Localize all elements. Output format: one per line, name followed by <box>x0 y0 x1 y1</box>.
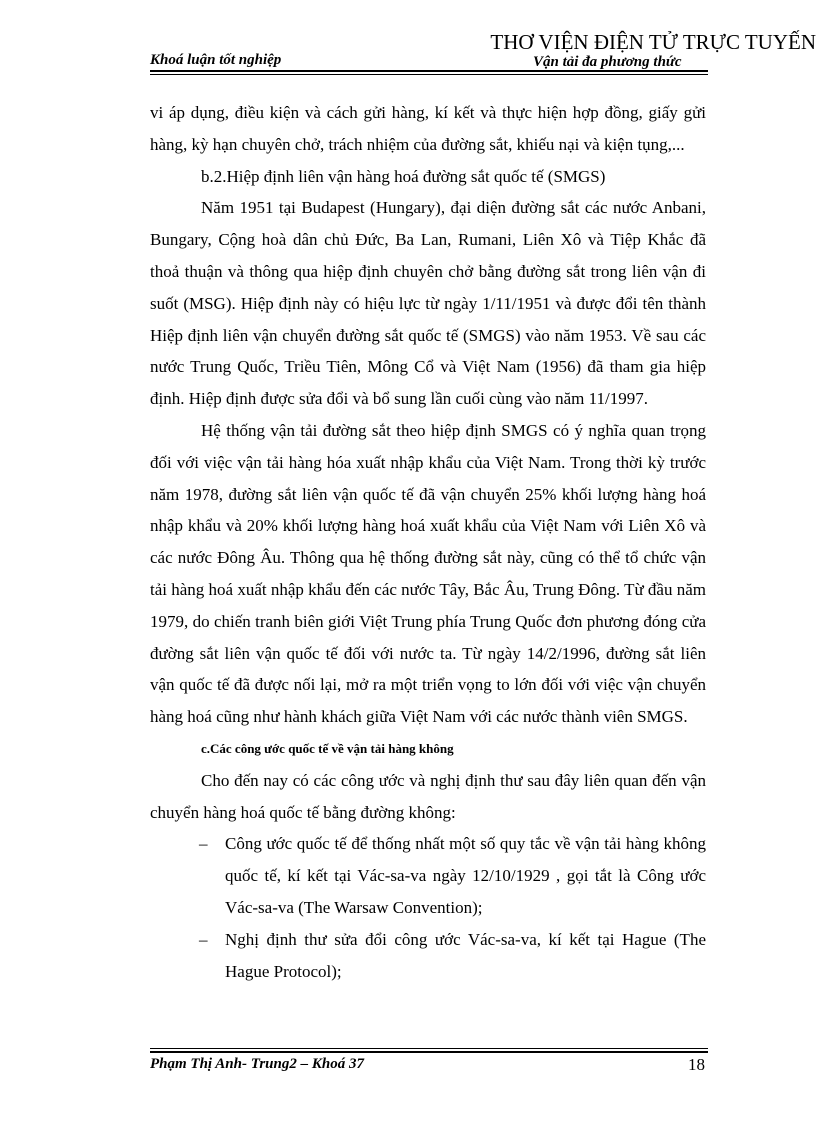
header-topic: Vận tải đa phương thức <box>533 54 682 70</box>
list-item-text: Nghị định thư sửa đổi công ước Vác-sa-va, kí kết tại Hague (The Hague Protocol); <box>225 929 706 981</box>
list-item <box>199 924 706 988</box>
convention-list <box>150 828 706 987</box>
header-divider-thin <box>150 74 708 75</box>
list-item <box>199 828 706 923</box>
header-document-type: Khoá luận tốt nghiệp <box>150 52 282 68</box>
footer-divider-thick <box>150 1051 708 1053</box>
paragraph-continuation: vi áp dụng, điều kiện và cách gửi hàng, kí kết và thực hiện hợp đồng, giấy gửi hàng, kỳ hạn chuyên chở, trách nhiệm của đường sắt, khiếu nại và kiện tụng,... <box>150 103 706 154</box>
page-number: 18 <box>688 1055 705 1074</box>
dash-bullet: – <box>199 834 208 854</box>
watermark-text: THƠ VIỆN ĐIỆN TỬ TRỰC TUYẾN <box>490 30 816 54</box>
dash-bullet: – <box>199 929 208 949</box>
paragraph-air-intro: Cho đến nay có các công ước và nghị định thư sau đây liên quan đến vận chuyển hàng hoá quốc tế bằng đường không: <box>150 770 706 822</box>
header-divider-thick <box>150 70 708 72</box>
section-title-smgs: b.2.Hiệp định liên vận hàng hoá đường sắt quốc tế (SMGS) <box>201 166 606 186</box>
footer-author: Phạm Thị Anh- Trung2 – Khoá 37 <box>150 1056 364 1072</box>
paragraph-smgs-history: Năm 1951 tại Budapest (Hungary), đại diện đường sắt các nước Anbani, Bungary, Cộng hoà dân chủ Đức, Ba Lan, Rumani, Liên Xô và Tiệp Khắc đã thoả thuận và thông qua hiệp định chuyên chở bằng đường sắt trong liên vận đi suốt (MSG). Hiệp định này có hiệu lực từ ngày 1/11/1951 và được đổi tên thành Hiệp định liên vận chuyển đường sắt quốc tế (SMGS) vào năm 1953. Về sau các nước Trung Quốc, Triều Tiên, Mông Cổ và Việt Nam (1956) đã tham gia hiệp định. Hiệp định được sửa đổi và bổ sung lần cuối cùng vào năm 11/1997. <box>150 198 706 409</box>
footer-divider-thin <box>150 1048 708 1049</box>
page-body <box>150 97 706 987</box>
paragraph-smgs-importance: Hệ thống vận tải đường sắt theo hiệp định SMGS có ý nghĩa quan trọng đối với việc vận tải hàng hóa xuất nhập khẩu của Việt Nam. Trong thời kỳ trước năm 1978, đường sắt liên vận quốc tế đã vận chuyển 25% khối lượng hàng hoá nhập khẩu và 20% khối lượng hàng hoá xuất khẩu của Việt Nam với Liên Xô và các nước Đông Âu. Thông qua hệ thống đường sắt này, cũng có thể tổ chức vận tải hàng hoá xuất nhập khẩu đến các nước Tây, Bắc Âu, Trung Đông. Từ đầu năm 1979, do chiến tranh biên giới Việt Trung phía Trung Quốc đơn phương đóng cửa đường sắt liên vận quốc tế đối với nước ta. Từ ngày 14/2/1996, đường sắt liên vận quốc tế đã được nối lại, mở ra một triển vọng to lớn đối với việc vận chuyển hàng hoá cũng như hành khách giữa Việt Nam với các nước thành viên SMGS. <box>150 420 706 727</box>
section-heading-air-conventions: c.Các công ước quốc tế về vận tải hàng không <box>201 740 454 756</box>
list-item-text: Công ước quốc tế để thống nhất một số quy tắc về vận tải hàng không quốc tế, kí kết tại Vác-sa-va ngày 12/10/1929 , gọi tắt là Công ước Vác-sa-va (The Warsaw Convention); <box>225 834 706 917</box>
